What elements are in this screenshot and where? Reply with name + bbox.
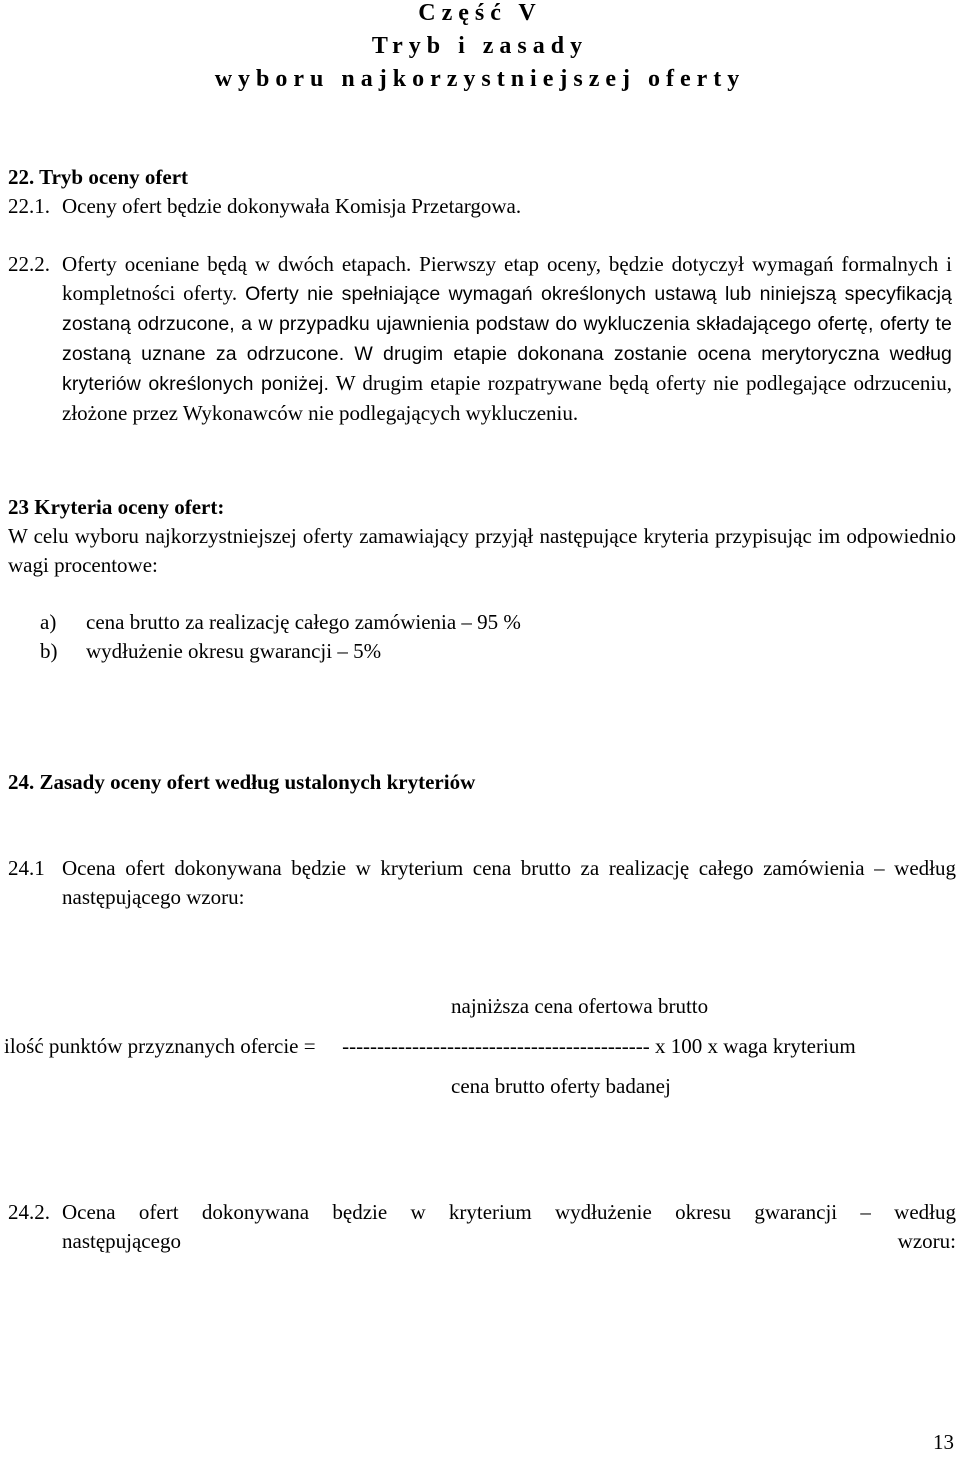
- formula-line: [4, 1032, 856, 1061]
- paragraph-text: Ocena ofert dokonywana będzie w kryterium cena brutto za realizację całego zamówienia – według następującego wzoru:: [62, 856, 956, 909]
- paragraph-text-sans: Oferty nie spełniające wymagań określonych ustawą lub niniejszą specyfikacją zostaną odrzucone, a w przypadku ujawnienia podstaw do wykluczenia składającego ofertę, oferty te zostaną uznane za odrzucone. W drugim etapie dokonana zostanie ocena merytoryczna według kryteriów określonych poniżej.: [62, 283, 953, 395]
- list-letter: a): [40, 610, 57, 634]
- part-title: Część V: [418, 0, 542, 26]
- paragraph-24-2: [8, 1198, 956, 1256]
- paragraph-text: Ocena ofert dokonywana będzie w kryterium wydłużenie okresu gwarancji – według: [62, 1200, 956, 1224]
- section-23: [8, 493, 956, 580]
- paragraph-last-line: [62, 1227, 956, 1256]
- paragraph-text: [62, 250, 952, 428]
- list-text: cena brutto za realizację całego zamówienia – 95 %: [86, 610, 521, 634]
- paragraph-number: 22.1.: [8, 194, 50, 218]
- paragraph-text-tail: W drugim etapie rozpatrywane będą oferty nie podlegające odrzuceniu, złożone przez Wykonawców nie podlegających wykluczeniu.: [62, 371, 953, 425]
- part-header: [0, 0, 960, 96]
- section-22-heading: [8, 163, 956, 192]
- paragraph-22-2: [8, 250, 956, 428]
- section-23-title: 23 Kryteria oceny ofert:: [8, 495, 225, 519]
- paragraph-text: Oceny ofert będzie dokonywała Komisja Przetargowa.: [62, 194, 522, 218]
- paragraph-last-left: następującego: [62, 1229, 181, 1253]
- section-22-title: 22. Tryb oceny ofert: [8, 165, 189, 189]
- part-subtitle-2: wyboru najkorzystniejszej oferty: [214, 66, 746, 92]
- list-text: wydłużenie okresu gwarancji – 5%: [86, 639, 382, 663]
- paragraph-number: 22.2.: [8, 252, 50, 276]
- list-letter: b): [40, 639, 58, 663]
- paragraph-text-serif: Oferty oceniane będą w dwóch etapach. Pierwszy etap oceny, będzie dotyczył wymagań formalnych i kompletności oferty.: [62, 252, 952, 305]
- page-number: 13: [933, 1430, 954, 1454]
- paragraph-22-1: [8, 192, 956, 221]
- paragraph-24-1: [8, 854, 956, 912]
- paragraph-number: 24.2.: [8, 1200, 50, 1224]
- paragraph-last-right: wzoru:: [897, 1229, 956, 1253]
- formula-denominator: cena brutto oferty badanej: [451, 1074, 671, 1098]
- paragraph-number: 24.1: [8, 856, 45, 880]
- section-24-title: 24. Zasady oceny ofert według ustalonych kryteriów: [8, 770, 476, 794]
- formula-dashes: --------------------------------------------: [342, 1034, 650, 1058]
- section-23-intro: W celu wyboru najkorzystniejszej oferty zamawiający przyjął następujące kryteria przypisując im odpowiednio wagi procentowe:: [8, 524, 956, 577]
- formula-numerator: najniższa cena ofertowa brutto: [451, 994, 709, 1018]
- section-24-heading: [8, 768, 956, 797]
- formula-right: x 100 x waga kryterium: [655, 1034, 856, 1058]
- part-subtitle: Tryb i zasady: [371, 33, 589, 59]
- formula-left: ilość punktów przyznanych ofercie =: [4, 1034, 316, 1058]
